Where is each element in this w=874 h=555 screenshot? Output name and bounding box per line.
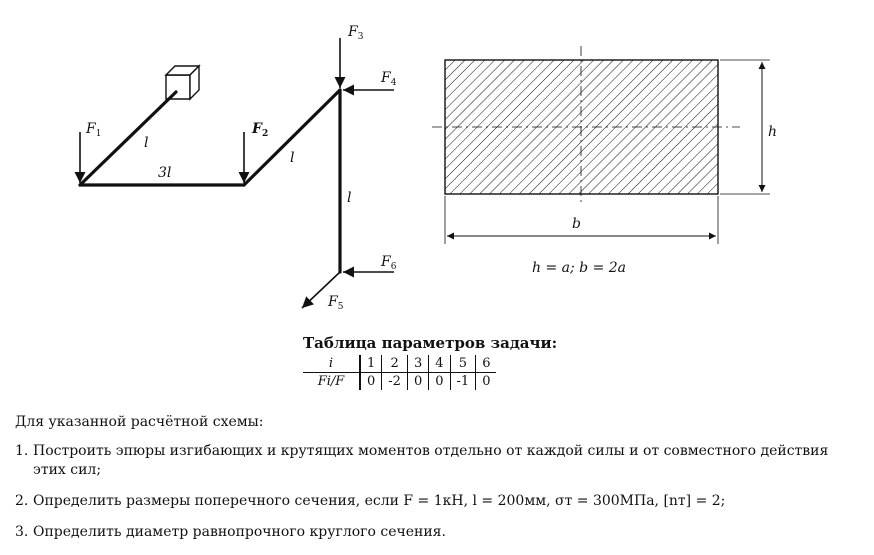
i-cell: 4	[429, 355, 450, 373]
row-i-header: i	[303, 355, 360, 373]
params-table-title: Таблица параметров задачи:	[303, 334, 558, 352]
task-number: 1.	[15, 443, 29, 459]
length-middle-label: l	[290, 150, 295, 166]
task-item	[15, 442, 865, 480]
fixed-support-icon	[166, 66, 199, 99]
f-cell: 0	[476, 373, 497, 391]
row-f-header: Fi/F	[317, 374, 345, 389]
i-cell: 6	[476, 355, 497, 373]
params-table	[303, 355, 496, 390]
f-cell: 0	[407, 373, 428, 391]
force-arrows	[80, 38, 394, 308]
section-relation: h = a; b = 2a	[532, 260, 627, 276]
task-item	[15, 523, 865, 542]
b-label: b	[572, 216, 581, 232]
f6-label: $F_6$	[381, 254, 397, 272]
cross-section	[432, 46, 770, 244]
f1-label: $F_1$	[86, 121, 102, 139]
length-diagonal-label: l	[144, 135, 149, 151]
params-row-i	[303, 355, 496, 373]
task-text: Определить диаметр равнопрочного круглого сечения.	[33, 524, 446, 540]
i-cell: 2	[382, 355, 408, 373]
intro-text: Для указанной расчётной схемы:	[15, 414, 264, 430]
f-cell: -1	[450, 373, 476, 391]
i-cell: 3	[407, 355, 428, 373]
f-cell: -2	[382, 373, 408, 391]
task-text: Построить эпюры изгибающих и крутящих моментов отдельно от каждой силы и от совместного действия этих сил;	[33, 443, 829, 478]
i-cell: 1	[360, 355, 382, 373]
f4-label: $F_4$	[381, 70, 397, 88]
f-cell: 0	[429, 373, 450, 391]
f-cell: 0	[360, 373, 382, 391]
f5-label: $F_5$	[328, 294, 344, 312]
params-row-f	[303, 373, 496, 391]
h-label: h	[768, 124, 778, 140]
f2-label: $F_2$	[252, 121, 269, 139]
task-item	[15, 492, 865, 511]
i-cell: 5	[450, 355, 476, 373]
task-text: Определить размеры поперечного сечения, если F = 1кН, l = 200мм, σт = 300МПа, [nт] = 2;	[33, 493, 726, 509]
f3-label: $F_3$	[348, 24, 364, 42]
task-number: 3.	[15, 524, 29, 540]
frame-bars	[80, 90, 340, 272]
length-3l-label: 3l	[158, 165, 172, 181]
length-vertical-label: l	[347, 190, 352, 206]
task-list	[15, 442, 865, 542]
task-number: 2.	[15, 493, 29, 509]
